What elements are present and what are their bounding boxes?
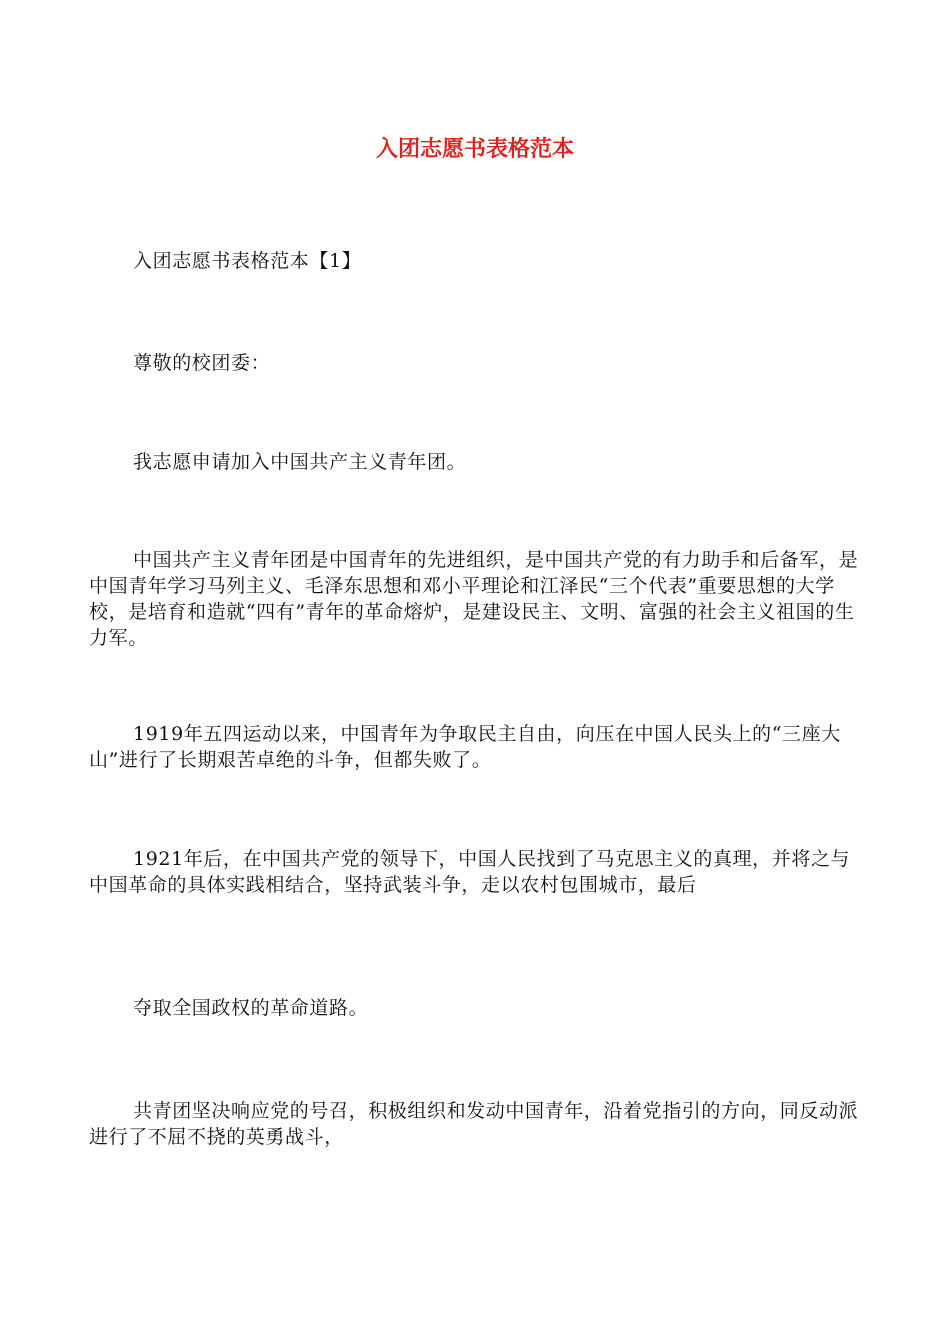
body-paragraph: 共青团坚决响应党的号召，积极组织和发动中国青年，沿着党指引的方向，同反动派进行了不屈不挠的英勇战斗，	[89, 1100, 859, 1148]
body-paragraph: 1921年后，在中国共产党的领导下，中国人民找到了马克思主义的真理，并将之与中国革命的具体实践相结合，坚持武装斗争，走以农村包围城市，最后	[89, 848, 851, 896]
page-title: 入团志愿书表格范本	[375, 137, 574, 162]
body-paragraph: 夺取全国政权的革命道路。	[133, 997, 369, 1019]
body-paragraph: 1919年五四运动以来，中国青年为争取民主自由，向压在中国人民头上的“三座大山”进行了长期艰苦卓绝的斗争，但都失败了。	[89, 723, 841, 771]
body-paragraph: 中国共产主义青年团是中国青年的先进组织，是中国共产党的有力助手和后备军，是中国青年学习马列主义、毛泽东思想和邓小平理论和江泽民“三个代表”重要思想的大学校，是培育和造就“四有”青年的革命熔炉，是建设民主、文明、富强的社会主义祖国的生力军。	[89, 549, 859, 649]
section-heading: 入团志愿书表格范本【1】	[133, 250, 362, 272]
salutation: 尊敬的校团委：	[133, 352, 271, 374]
body-paragraph: 我志愿申请加入中国共产主义青年团。	[133, 451, 467, 473]
